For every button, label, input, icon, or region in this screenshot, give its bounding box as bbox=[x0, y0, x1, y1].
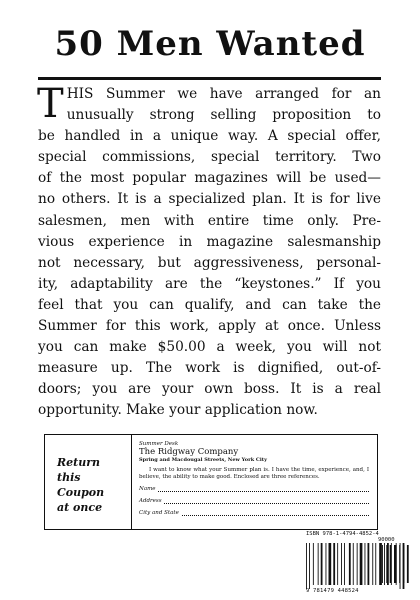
barcode-bar bbox=[329, 543, 332, 585]
body-line: unusually strong selling proposition to bbox=[66, 107, 381, 124]
body-line: opportunity. Make your application now. bbox=[38, 402, 318, 419]
barcode-bar bbox=[313, 543, 314, 585]
field-label: Name bbox=[139, 486, 156, 492]
headline-rule bbox=[38, 77, 381, 80]
barcode-bar bbox=[375, 543, 376, 585]
barcode-bar bbox=[365, 543, 366, 585]
barcode-bar bbox=[306, 543, 307, 589]
body-line: vious experience in magazine salesmanship bbox=[38, 233, 381, 250]
coupon-address: Spring and Macdougal Streets, New York City bbox=[139, 457, 268, 463]
body-line: not necessary, but aggressiveness, personal- bbox=[38, 254, 381, 271]
body-line: of the most popular magazines will be used— bbox=[38, 170, 381, 187]
barcode-digits: 9 781479 448524 bbox=[306, 588, 359, 594]
barcode-bar bbox=[349, 543, 351, 585]
price-code: 90000 bbox=[378, 537, 395, 543]
field-underline bbox=[139, 491, 369, 492]
coupon-desk: Summer Desk bbox=[139, 441, 179, 447]
price-barcode-bar bbox=[399, 545, 400, 583]
coupon-callout-line: at once bbox=[57, 501, 103, 514]
barcode-bar bbox=[321, 543, 323, 585]
drop-cap: T bbox=[37, 81, 64, 127]
price-barcode-bar bbox=[404, 545, 405, 583]
coupon-city-state-field[interactable] bbox=[139, 507, 369, 517]
coupon-callout bbox=[57, 455, 127, 515]
price-barcode-bar bbox=[390, 545, 392, 583]
barcode bbox=[304, 539, 414, 595]
barcode-bar bbox=[387, 543, 389, 585]
coupon-divider bbox=[131, 435, 132, 529]
barcode-bar bbox=[333, 543, 335, 585]
field-label: Address bbox=[139, 498, 162, 504]
headline: 50 Men Wanted bbox=[54, 24, 366, 64]
body-text bbox=[37, 81, 381, 422]
field-underline bbox=[139, 503, 369, 504]
barcode-bar bbox=[353, 543, 354, 585]
barcode-bar bbox=[318, 543, 319, 585]
coupon-form bbox=[139, 441, 369, 517]
coupon-box bbox=[44, 434, 378, 530]
field-label: City and State bbox=[139, 510, 179, 516]
coupon-company: The Ridgway Company bbox=[139, 447, 239, 457]
barcode-bar bbox=[344, 543, 345, 585]
price-barcode-bar bbox=[382, 545, 383, 583]
body-line: salesmen, men with entire time only. Pre- bbox=[38, 212, 381, 229]
coupon-text: I want to know what your Summer plan is. I have the time, experience, and, I believe, the ability to make good. Enclosed are three references. bbox=[139, 467, 369, 480]
coupon-name-field[interactable] bbox=[139, 483, 369, 493]
barcode-bar bbox=[360, 543, 363, 585]
barcode-bar bbox=[326, 543, 327, 585]
price-barcode-bar bbox=[394, 545, 397, 583]
body-line: measure up. The work is dignified, out-of- bbox=[38, 360, 381, 377]
price-barcode-bar bbox=[407, 545, 409, 583]
coupon-callout-line: Return this bbox=[57, 456, 101, 484]
barcode-bar bbox=[368, 543, 370, 585]
body-line: be handled in a unique way. A special offer, bbox=[38, 128, 381, 145]
body-line: HIS Summer we have arranged for an bbox=[66, 86, 381, 102]
body-line: you can make $50.00 a week, you will not bbox=[38, 339, 381, 356]
body-line: Summer for this work, apply at once. Unless bbox=[38, 318, 381, 335]
coupon-callout-line: Coupon bbox=[57, 486, 105, 499]
barcode-bar bbox=[357, 543, 358, 585]
body-line: no others. It is a specialized plan. It is for live bbox=[38, 191, 381, 208]
barcode-bar bbox=[341, 543, 342, 585]
barcode-bar bbox=[379, 543, 382, 585]
body-line: special commissions, special territory. Two bbox=[38, 149, 381, 166]
price-barcode-bar bbox=[386, 545, 387, 583]
coupon-address-field[interactable] bbox=[139, 495, 369, 505]
barcode-bar bbox=[384, 543, 385, 585]
body-line: doors; you are your own boss. It is a real bbox=[38, 381, 381, 398]
isbn-text: ISBN 978-1-4794-4852-4 bbox=[306, 531, 379, 537]
body-line: feel that you can qualify, and can take the bbox=[38, 296, 381, 313]
barcode-bar bbox=[337, 543, 338, 585]
barcode-bar bbox=[372, 543, 373, 585]
barcode-bars bbox=[304, 539, 414, 589]
body-line: ity, adaptability are the “keystones.” If you bbox=[38, 275, 381, 292]
barcode-bar bbox=[309, 543, 310, 589]
